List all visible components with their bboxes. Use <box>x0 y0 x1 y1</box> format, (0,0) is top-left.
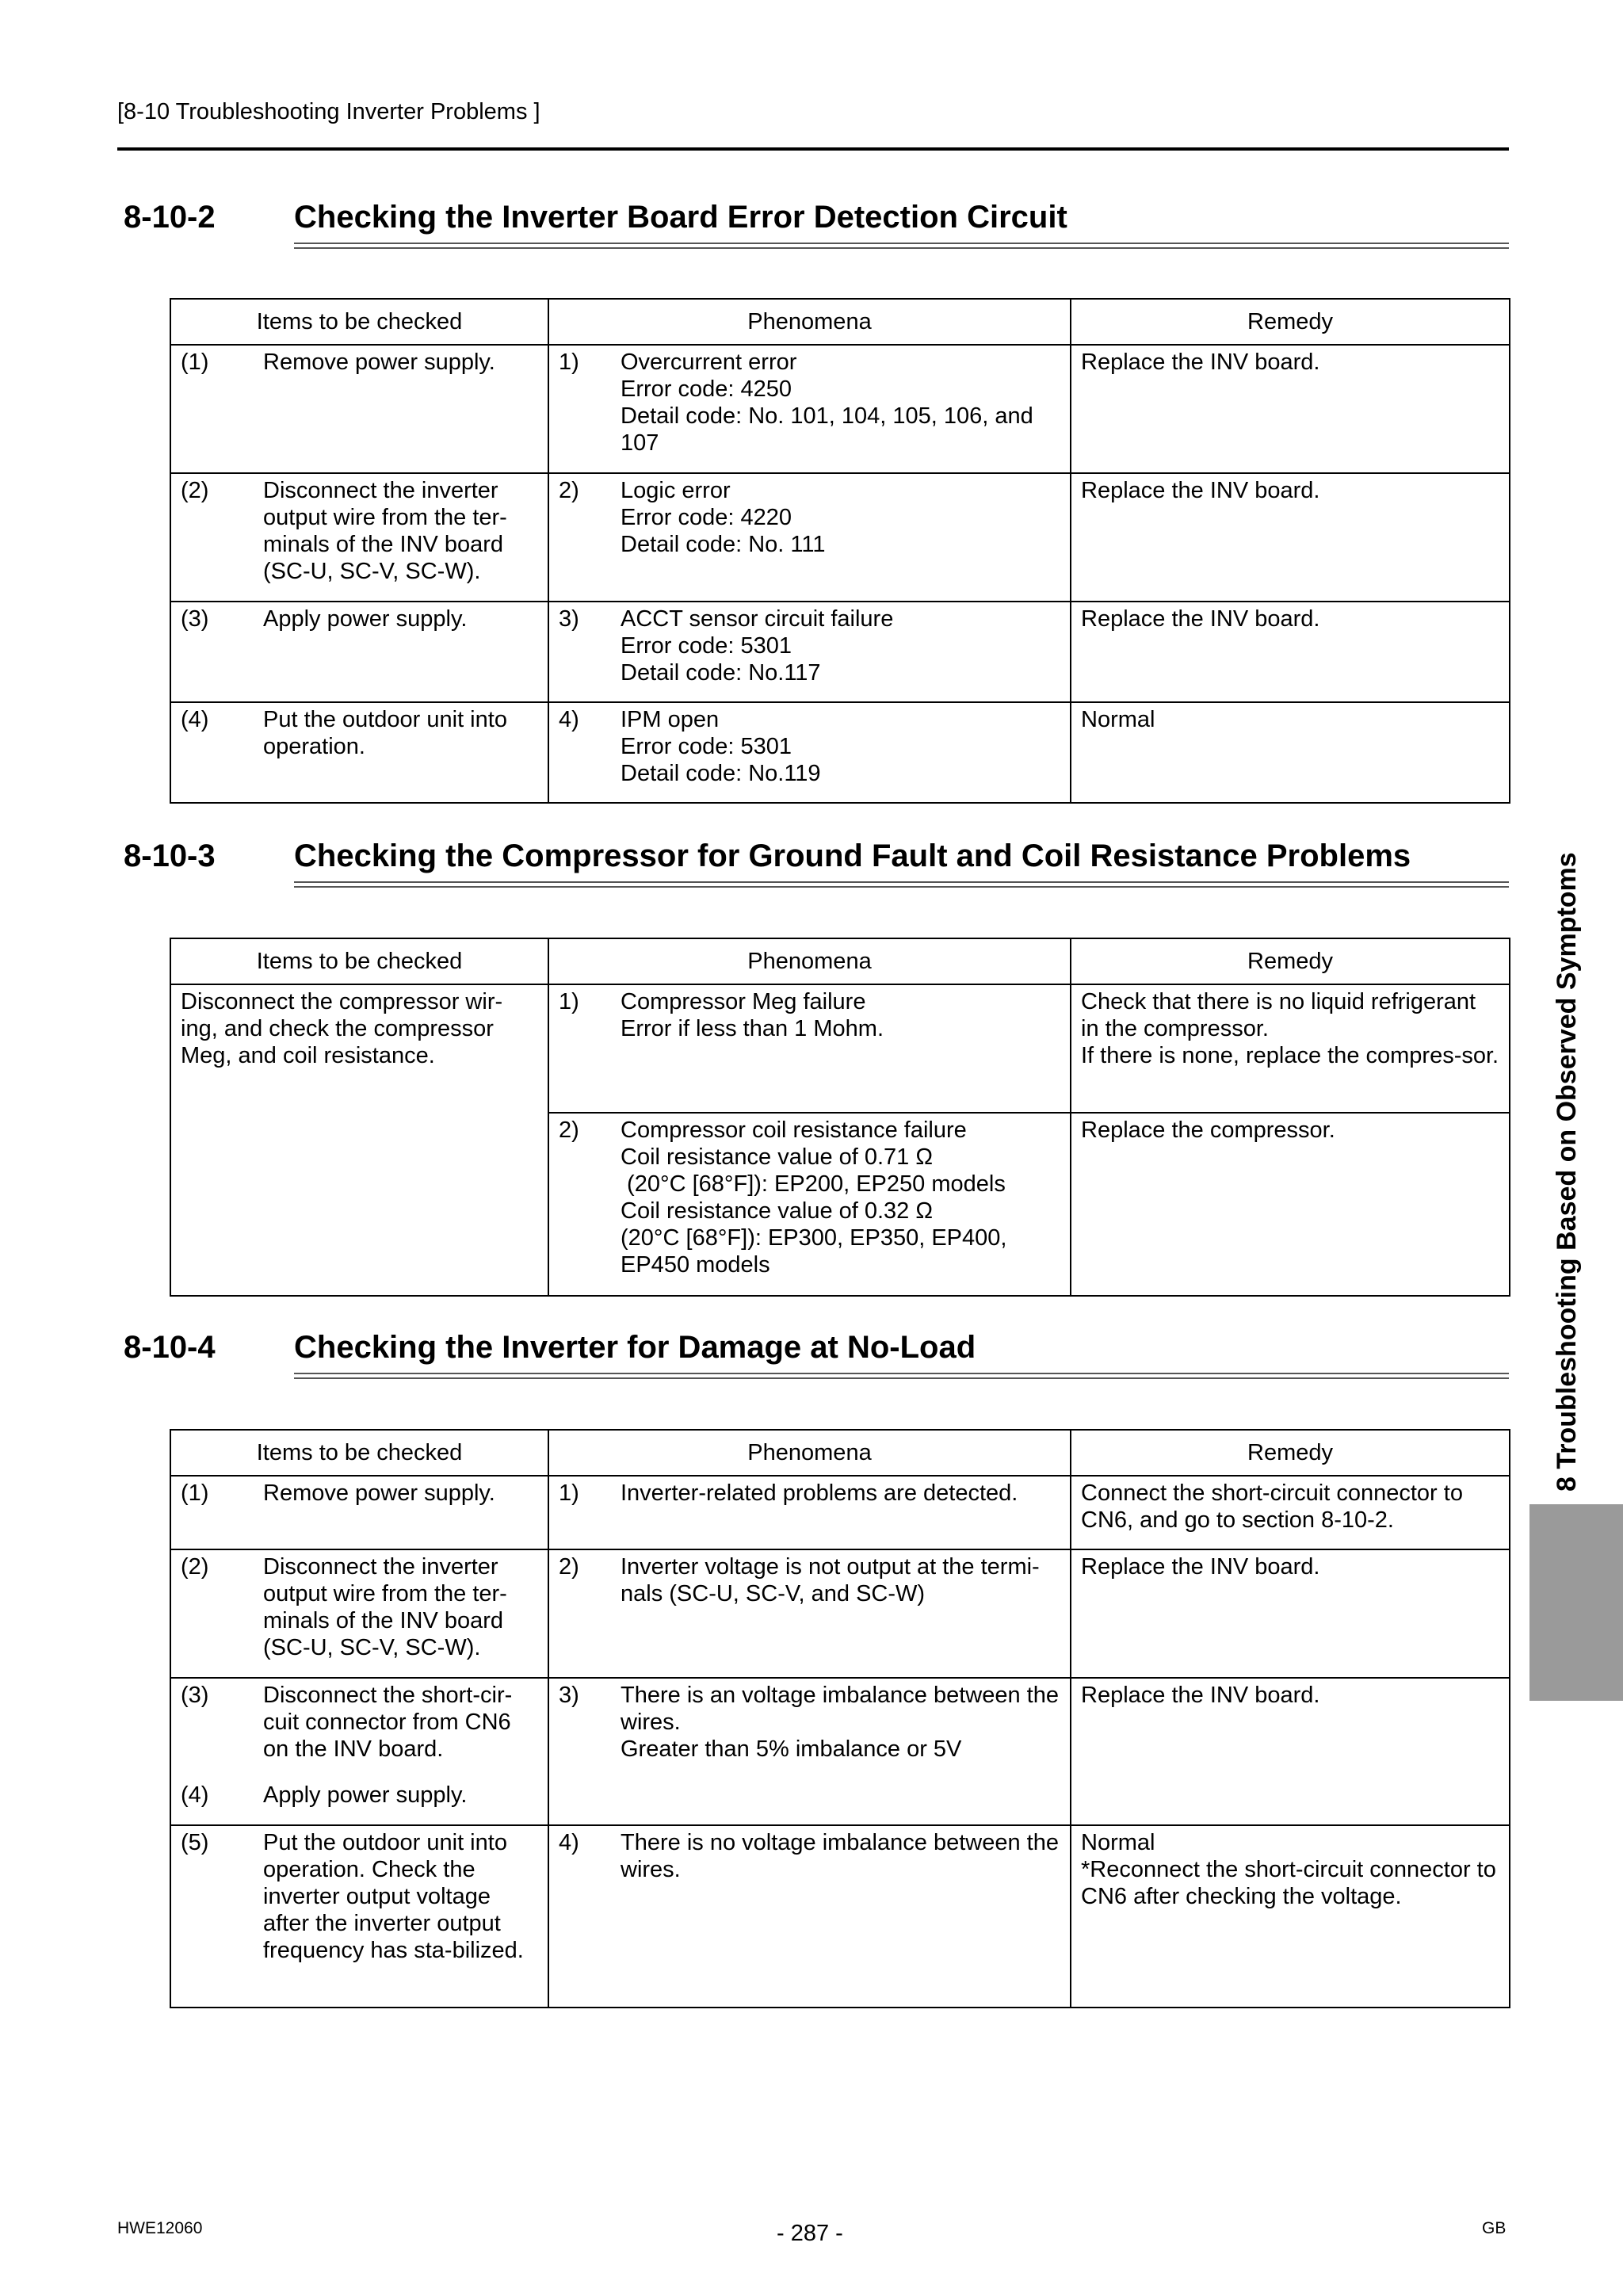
remedy-cell <box>1071 473 1510 602</box>
remedy-cell <box>1071 1825 1510 2008</box>
remedy-text: Replace the INV board. <box>1081 350 1320 375</box>
phenomenon-line: Error code: 5301 <box>621 734 792 759</box>
phenomenon-line: Detail code: No.119 <box>621 761 821 786</box>
phenomena-cell <box>548 702 1071 803</box>
section-number: 8-10-4 <box>124 1330 216 1365</box>
remedy-cell <box>1071 1476 1510 1549</box>
phenomenon-line: Coil resistance value of 0.32 Ω <box>621 1198 934 1224</box>
col-header-remedy: Remedy <box>1071 1430 1510 1476</box>
table-row <box>170 1549 1510 1678</box>
remedy-text: Connect the short-circuit connector to CN6, and go to section 8-10-2. <box>1081 1480 1463 1533</box>
item-text: Disconnect the short-cir-cuit connector from CN6 on the INV board. <box>263 1683 513 1762</box>
remedy-cell <box>1071 602 1510 702</box>
section-number: 8-10-2 <box>124 200 216 235</box>
document-code: HWE12060 <box>117 2219 203 2237</box>
remedy-text: Replace the INV board. <box>1081 1683 1320 1708</box>
phenomenon-number: 2) <box>559 1117 579 1143</box>
phenomenon-line: Logic error <box>621 478 731 503</box>
phenomena-cell <box>548 984 1071 1113</box>
check-table-8-10-3 <box>170 938 1510 1297</box>
check-table-8-10-2 <box>170 298 1510 804</box>
section-title: Checking the Inverter Board Error Detection Circuit <box>294 200 1067 235</box>
phenomena-cell <box>548 1476 1071 1549</box>
col-header-items: Items to be checked <box>170 299 548 345</box>
table-row <box>170 1476 1510 1549</box>
item-number: (4) <box>181 707 209 732</box>
phenomenon-number: 4) <box>559 707 579 732</box>
table-row <box>170 602 1510 702</box>
table-row <box>170 1825 1510 2008</box>
item-text: Disconnect the inverter output wire from the ter-minals of the INV board (SC-U, SC-V, SC-W). <box>263 478 507 584</box>
remedy-text: Replace the INV board. <box>1081 1554 1320 1580</box>
item-number: (1) <box>181 350 209 375</box>
table-header-row <box>170 299 1510 345</box>
items-cell <box>170 1476 548 1549</box>
remedy-text: Check that there is no liquid refrigerant in the compressor. <box>1081 989 1476 1041</box>
section-title: Checking the Inverter for Damage at No-Load <box>294 1330 976 1365</box>
item-number: (2) <box>181 1554 209 1580</box>
check-item <box>181 477 538 585</box>
col-header-remedy: Remedy <box>1071 299 1510 345</box>
header-rule <box>117 147 1509 151</box>
table-row <box>170 345 1510 473</box>
item-text: Put the outdoor unit into operation. Check the inverter output voltage after the inverter output frequency has sta-bilized. <box>263 1830 524 1963</box>
check-table-8-10-4 <box>170 1429 1510 2008</box>
region-code: GB <box>1482 2219 1507 2237</box>
phenomena-cell <box>548 473 1071 602</box>
running-header: [8-10 Troubleshooting Inverter Problems ] <box>117 99 540 124</box>
phenomenon-line: Detail code: No. 101, 104, 105, 106, and 107 <box>621 403 1033 456</box>
col-header-remedy: Remedy <box>1071 938 1510 984</box>
phenomenon-line: Error if less than 1 Mohm. <box>621 1016 884 1041</box>
item-text: Disconnect the compressor wir-ing, and check the compressor Meg, and coil resistance. <box>181 989 503 1068</box>
table-row <box>170 473 1510 602</box>
section-rule <box>294 243 1509 249</box>
item-number: (3) <box>181 606 209 632</box>
phenomenon-line: Error code: 4220 <box>621 505 792 530</box>
item-number: (4) <box>181 1782 209 1808</box>
check-item <box>181 1682 538 1763</box>
phenomenon-line: Detail code: No.117 <box>621 660 821 686</box>
item-number: (3) <box>181 1683 209 1708</box>
remedy-text: Normal <box>1081 1830 1155 1855</box>
phenomenon-line: Error code: 4250 <box>621 376 792 402</box>
chapter-tab-marker <box>1529 1504 1623 1701</box>
phenomena-cell <box>548 1825 1071 2008</box>
phenomenon-line: Inverter voltage is not output at the termi-nals (SC-U, SC-V, and SC-W) <box>621 1554 1040 1606</box>
page-number: - 287 - <box>777 2221 843 2246</box>
phenomenon-line: Compressor Meg failure <box>621 989 866 1014</box>
check-item <box>181 349 538 376</box>
section-title: Checking the Compressor for Ground Fault and Coil Resistance Problems <box>294 839 1411 873</box>
phenomenon-line: Inverter-related problems are detected. <box>621 1480 1018 1506</box>
remedy-cell <box>1071 345 1510 473</box>
phenomenon-number: 1) <box>559 989 579 1014</box>
col-header-phenomena: Phenomena <box>548 299 1071 345</box>
items-cell <box>170 702 548 803</box>
item-text: Remove power supply. <box>263 350 495 375</box>
items-cell <box>170 1678 548 1825</box>
table-row <box>170 1678 1510 1825</box>
phenomena-cell <box>548 1113 1071 1296</box>
remedy-cell <box>1071 984 1510 1113</box>
phenomena-cell <box>548 1678 1071 1825</box>
phenomenon-line: Detail code: No. 111 <box>621 532 826 557</box>
phenomenon-line: Greater than 5% imbalance or 5V <box>621 1736 962 1762</box>
remedy-text: Replace the compressor. <box>1081 1117 1335 1143</box>
phenomenon-line: Overcurrent error <box>621 350 797 375</box>
phenomenon-number: 1) <box>559 350 579 375</box>
remedy-text: Replace the INV board. <box>1081 606 1320 632</box>
item-text: Apply power supply. <box>263 606 468 632</box>
remedy-cell <box>1071 1113 1510 1296</box>
check-item <box>181 1480 538 1507</box>
check-item <box>181 606 538 632</box>
phenomenon-number: 3) <box>559 1683 579 1708</box>
remedy-text: If there is none, replace the compres-sor. <box>1081 1043 1499 1068</box>
phenomenon-line: (20°C [68°F]): EP300, EP350, EP400, EP450 models <box>621 1225 1007 1278</box>
check-item <box>181 706 538 760</box>
phenomenon-number: 2) <box>559 1554 579 1580</box>
remedy-text: Normal <box>1081 707 1155 732</box>
remedy-cell <box>1071 1549 1510 1678</box>
phenomenon-line: (20°C [68°F]): EP200, EP250 models <box>621 1171 1006 1197</box>
remedy-cell <box>1071 702 1510 803</box>
phenomenon-number: 1) <box>559 1480 579 1506</box>
col-header-items: Items to be checked <box>170 938 548 984</box>
table-header-row <box>170 1430 1510 1476</box>
phenomena-cell <box>548 602 1071 702</box>
phenomenon-line: IPM open <box>621 707 720 732</box>
remedy-cell <box>1071 1678 1510 1825</box>
item-number: (1) <box>181 1480 209 1506</box>
phenomenon-number: 3) <box>559 606 579 632</box>
phenomenon-number: 2) <box>559 478 579 503</box>
col-header-phenomena: Phenomena <box>548 938 1071 984</box>
table-row <box>170 702 1510 803</box>
phenomenon-line: ACCT sensor circuit failure <box>621 606 894 632</box>
items-cell <box>170 1549 548 1678</box>
phenomenon-line: There is no voltage imbalance between the wires. <box>621 1830 1059 1882</box>
items-cell <box>170 345 548 473</box>
phenomena-cell <box>548 1549 1071 1678</box>
item-text: Remove power supply. <box>263 1480 495 1506</box>
section-rule <box>294 1373 1509 1379</box>
phenomenon-number: 4) <box>559 1830 579 1855</box>
table-row <box>170 984 1510 1113</box>
phenomenon-line: There is an voltage imbalance between the wires. <box>621 1683 1059 1735</box>
items-cell <box>170 473 548 602</box>
check-item <box>181 1829 538 1964</box>
items-cell <box>170 984 548 1296</box>
phenomenon-line: Error code: 5301 <box>621 633 792 659</box>
phenomena-cell <box>548 345 1071 473</box>
item-text: Put the outdoor unit into operation. <box>263 707 507 759</box>
phenomenon-line: Compressor coil resistance failure <box>621 1117 967 1143</box>
remedy-text: Replace the INV board. <box>1081 478 1320 503</box>
col-header-items: Items to be checked <box>170 1430 548 1476</box>
check-item <box>181 1782 538 1809</box>
section-rule <box>294 881 1509 888</box>
check-item <box>181 1553 538 1661</box>
items-cell <box>170 602 548 702</box>
remedy-text: *Reconnect the short-circuit connector to CN6 after checking the voltage. <box>1081 1857 1496 1909</box>
items-cell <box>170 1825 548 2008</box>
col-header-phenomena: Phenomena <box>548 1430 1071 1476</box>
item-text: Apply power supply. <box>263 1782 468 1808</box>
item-number: (2) <box>181 478 209 503</box>
item-text: Disconnect the inverter output wire from the ter-minals of the INV board (SC-U, SC-V, SC-W). <box>263 1554 507 1660</box>
table-header-row <box>170 938 1510 984</box>
chapter-side-label: 8 Troubleshooting Based on Observed Symptoms <box>1552 852 1582 1492</box>
phenomenon-line: Coil resistance value of 0.71 Ω <box>621 1144 934 1170</box>
item-number: (5) <box>181 1830 209 1855</box>
section-number: 8-10-3 <box>124 839 216 873</box>
